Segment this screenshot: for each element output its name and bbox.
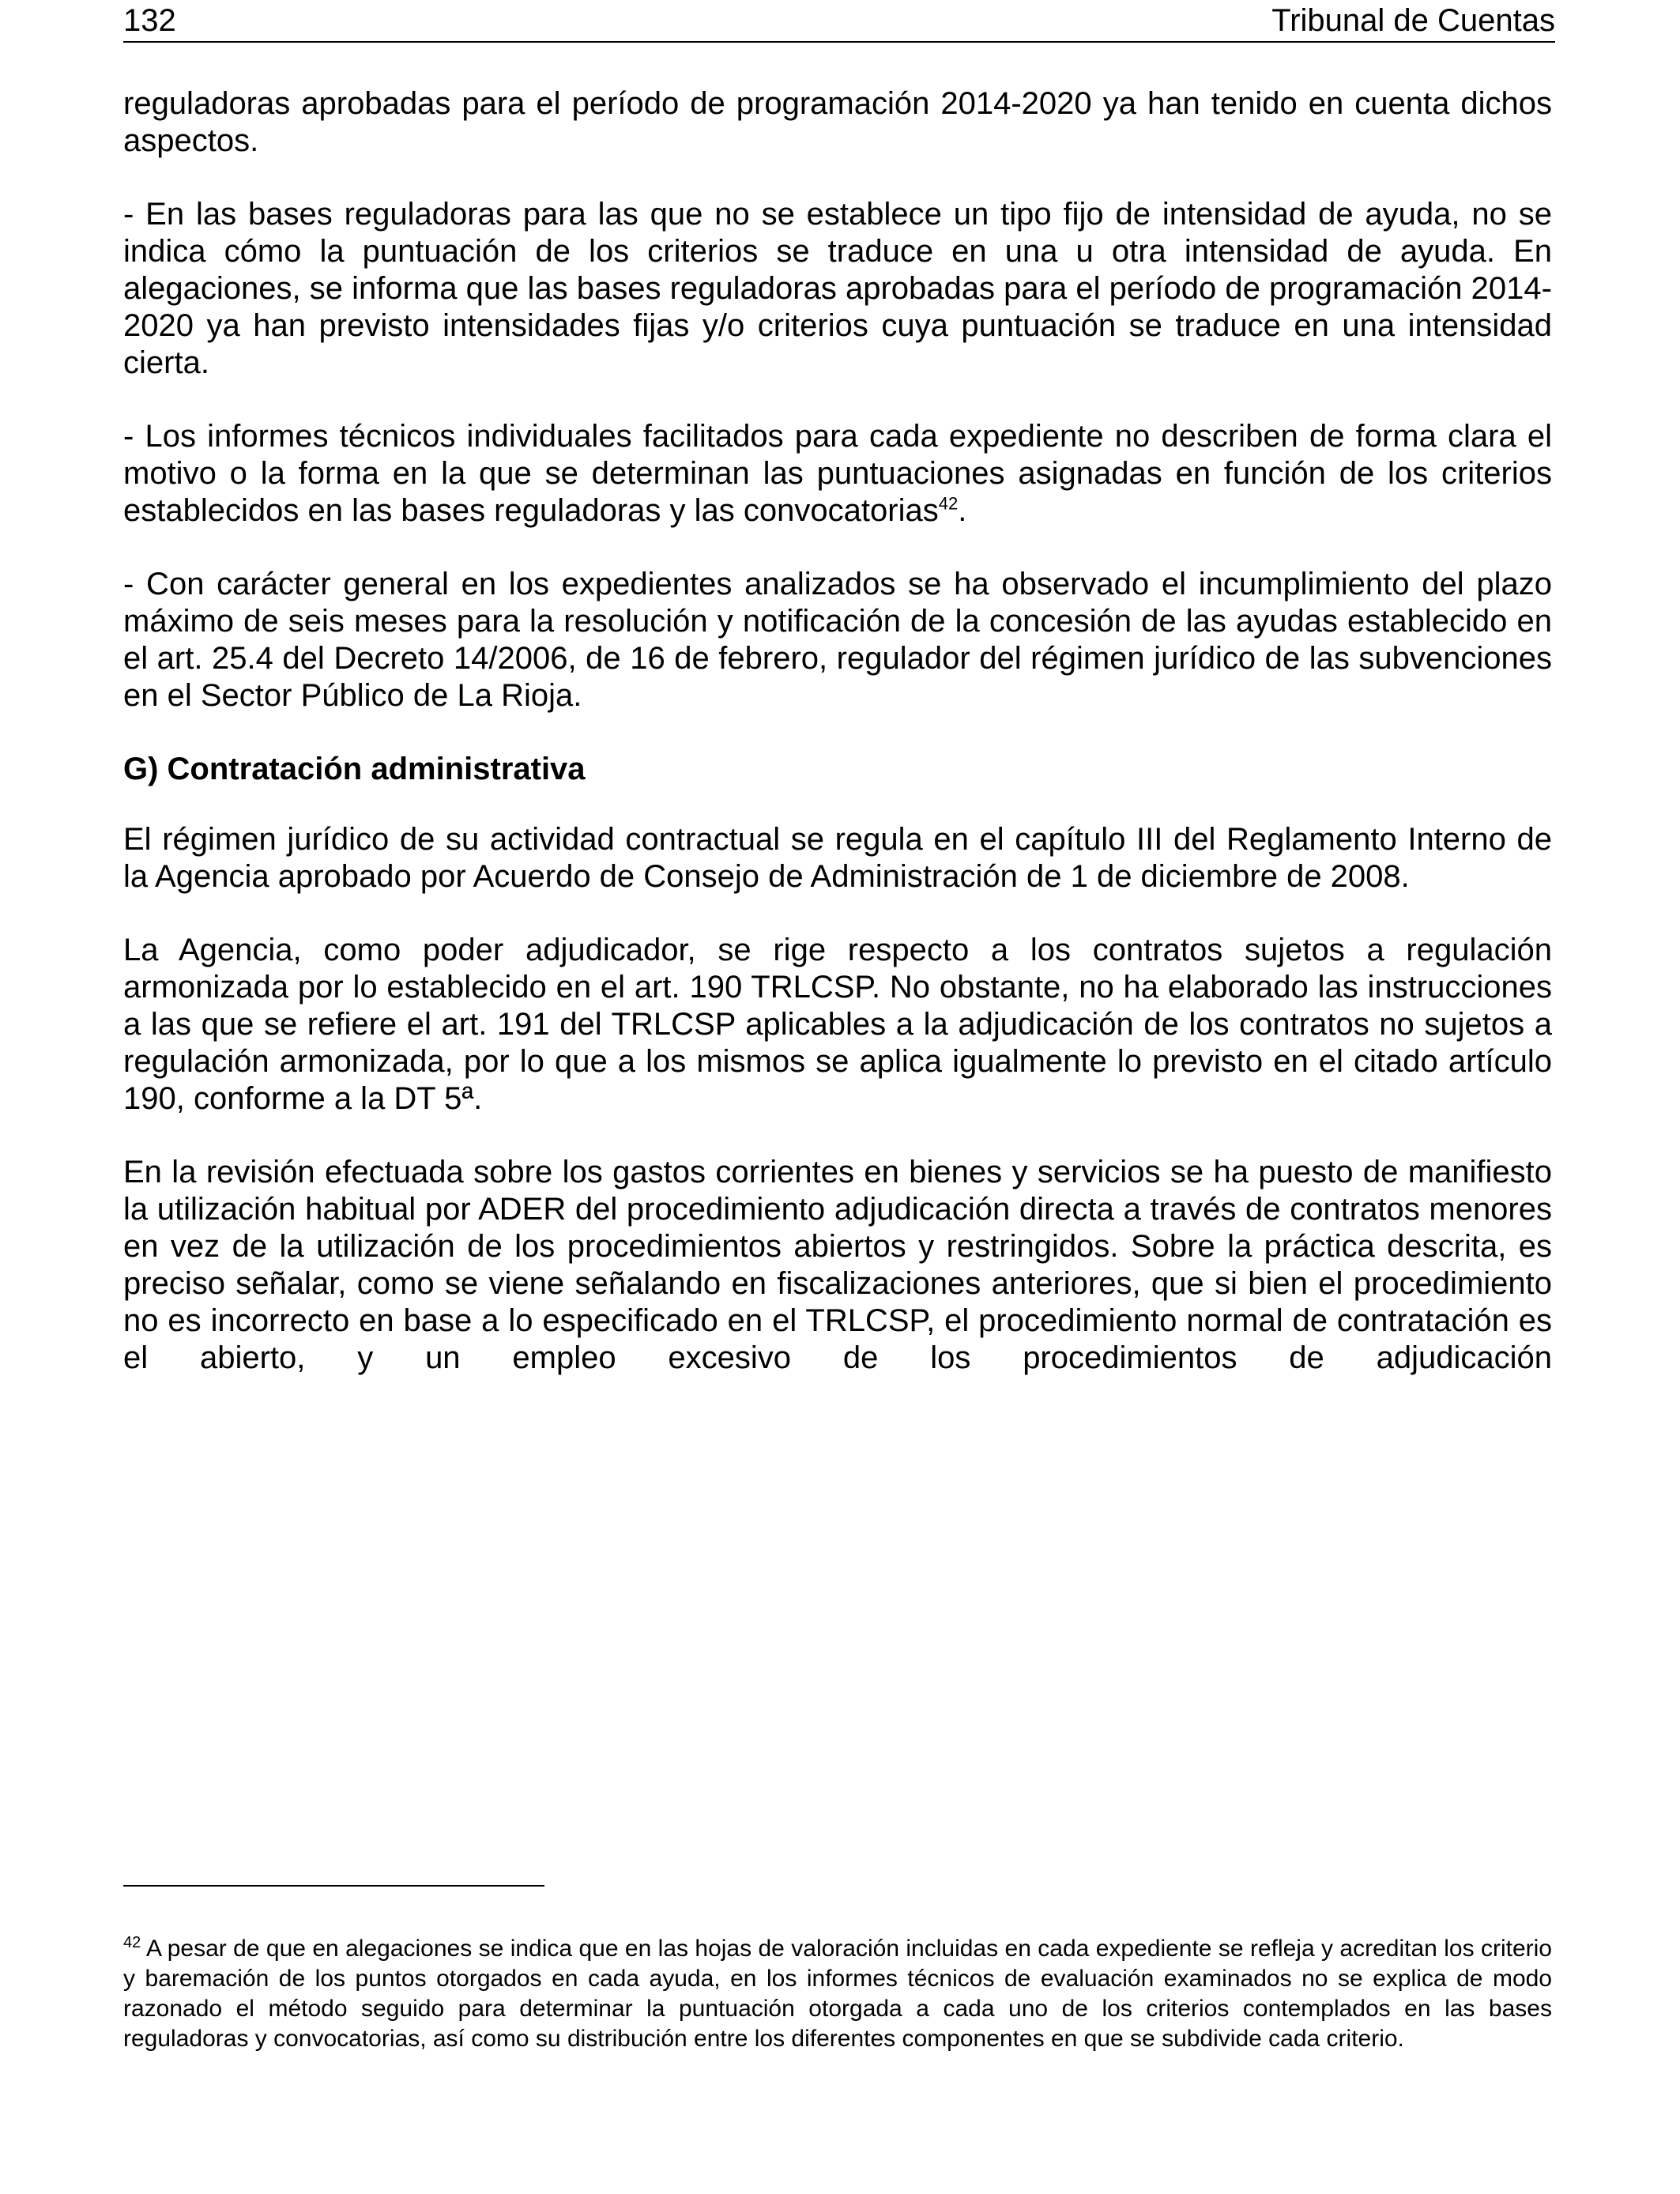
- body-text: [123, 85, 1552, 1413]
- paragraph-4: - Con carácter general en los expedientes analizados se ha observado el incumplimiento del plazo máximo de seis meses para la resolución y notificación de la concesión de las ayudas establecido en el art. 25.4 del Decreto 14/2006, de 16 de febrero, regulador del régimen jurídico de las subvenciones en el Sector Público de La Rioja.: [123, 567, 1552, 713]
- paragraph-3: [123, 418, 1552, 530]
- paragraph-3-text: - Los informes técnicos individuales facilitados para cada expediente no describen de forma clara el motivo o la forma en la que se determinan las puntuaciones asignadas en función de los criterios establecidos en las bases reguladoras y las convocatorias: [123, 419, 1552, 528]
- paragraph-5: El régimen jurídico de su actividad contractual se regula en el capítulo III del Reglamento Interno de la Agencia aprobado por Acuerdo de Consejo de Administración de 1 de diciembre de 2008.: [123, 822, 1552, 894]
- running-title: Tribunal de Cuentas: [1271, 3, 1555, 38]
- paragraph-7: En la revisión efectuada sobre los gastos corrientes en bienes y servicios se ha puesto de manifiesto la utilización habitual por ADER del procedimiento adjudicación directa a través de contratos menores en vez de la utilización de los procedimientos abiertos y restringidos. Sobre la práctica descrita, es preciso señalar, como se viene señalando en fiscalizaciones anteriores, que si bien el procedimiento no es incorrecto en base a lo especificado en el TRLCSP, el procedimiento normal de contratación es el abierto, y un empleo excesivo de los procedimientos de adjudicación: [123, 1155, 1552, 1375]
- footnote-42: [123, 1934, 1552, 2054]
- footnote-reference[interactable]: 42: [938, 493, 959, 514]
- paragraph-1: reguladoras aprobadas para el período de programación 2014-2020 ya han tenido en cuenta dichos aspectos.: [123, 86, 1552, 158]
- footnote-text: A pesar de que en alegaciones se indica que en las hojas de valoración incluidas en cada expediente se refleja y acreditan los criterio y baremación de los puntos otorgados en cada ayuda, en los informes técnicos de evaluación examinados no se explica de modo razonado el método seguido para determinar la puntuación otorgada a cada uno de los criterios contemplados en las bases reguladoras y convocatorias, así como su distribución entre los diferentes componentes en que se subdivide cada criterio.: [123, 1936, 1552, 2052]
- paragraph-6: La Agencia, como poder adjudicador, se rige respecto a los contratos sujetos a regulación armonizada por lo establecido en el art. 190 TRLCSP. No obstante, no ha elaborado las instrucciones a las que se refiere el art. 191 del TRLCSP aplicables a la adjudicación de los contratos no sujetos a regulación armonizada, por lo que a los mismos se aplica igualmente lo previsto en el citado artículo 190, conforme a la DT 5ª.: [123, 933, 1552, 1116]
- page-number: 132: [123, 3, 176, 38]
- paragraph-2: - En las bases reguladoras para las que no se establece un tipo fijo de intensidad de ayuda, no se indica cómo la puntuación de los criterios se traduce en una u otra intensidad de ayuda. En alegaciones, se informa que las bases reguladoras aprobadas para el período de programación 2014-2020 ya han previsto intensidades fijas y/o criterios cuya puntuación se traduce en una intensidad cierta.: [123, 197, 1552, 380]
- footnote-separator: [123, 1885, 544, 1887]
- paragraph-3-end: .: [958, 493, 967, 528]
- footnote-number: 42: [123, 1934, 141, 1951]
- page-header: [123, 0, 1555, 43]
- section-heading: G) Contratación administrativa: [123, 752, 586, 786]
